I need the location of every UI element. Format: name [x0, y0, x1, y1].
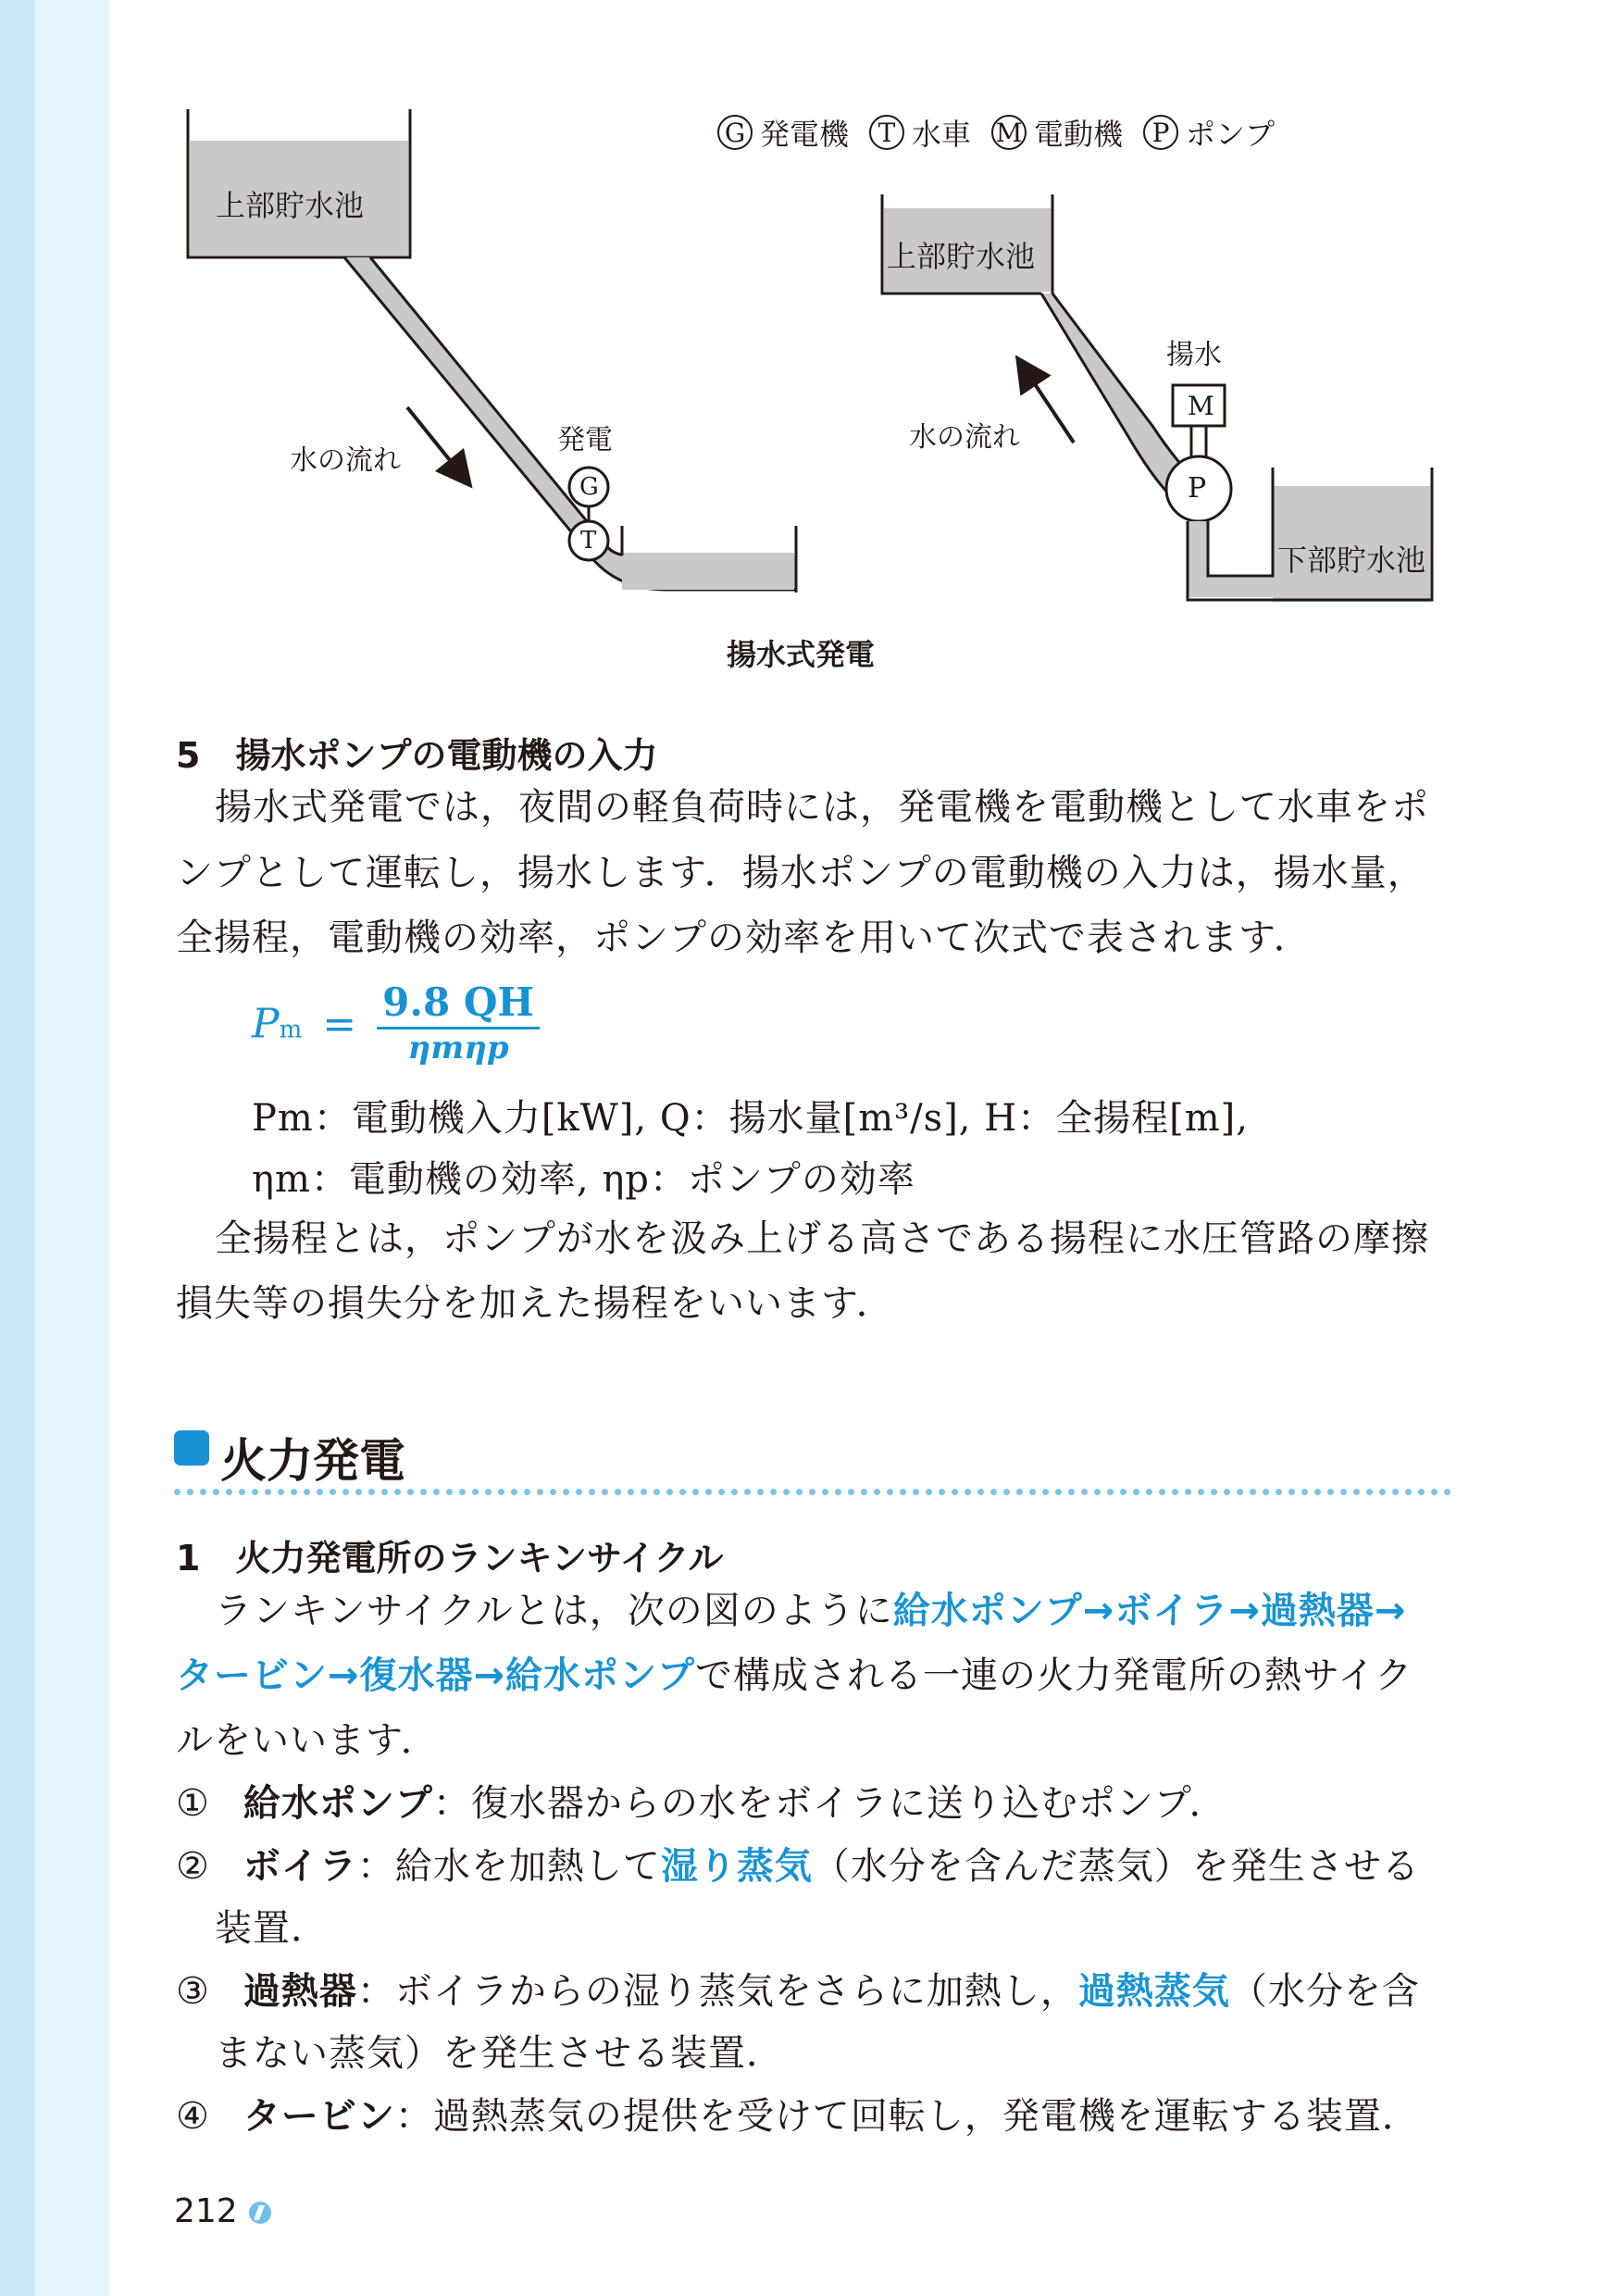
- item-1-number: ①: [176, 1782, 210, 1825]
- item-superheater: [176, 1970, 1420, 2013]
- generation-label: 発電: [557, 424, 613, 456]
- motor-symbol: M: [1188, 391, 1214, 421]
- item-3-text-a: ：ボイラからの湿り蒸気をさらに加熱し，: [356, 1970, 1078, 2013]
- turbine-symbol: T: [580, 527, 597, 555]
- item-4-number: ④: [176, 2095, 210, 2138]
- item-4-text: ：過熱蒸気の提供を受けて回転し，発電機を運転する装置．: [394, 2095, 1420, 2138]
- rankine-cycle-part1: 給水ポンプ→ボイラ→過熱器→: [892, 1590, 1407, 1632]
- item-3-term: 過熱器: [243, 1970, 357, 2013]
- section5-line-1: 揚水式発電では，夜間の軽負荷時には，発電機を電動機として水車をポ: [215, 786, 1429, 829]
- left-flow-arrow: [407, 407, 461, 474]
- formula-legend-1: Pm：電動機入力[kW], Q：揚水量[m³/s], H：全揚程[m],: [252, 1097, 1249, 1140]
- left-lower-reservoir: [622, 526, 796, 593]
- lower-reservoir-label: 下部貯水池: [1277, 543, 1426, 578]
- generator-symbol: G: [579, 473, 599, 501]
- pumping-label: 揚水: [1166, 339, 1222, 371]
- legend-symbol-p: P: [1143, 115, 1178, 150]
- legend-label-motor: 電動機: [1034, 117, 1124, 152]
- formula-numerator: 9.8 QH: [377, 980, 540, 1029]
- formula-legend-2: ηm：電動機の効率, ηp：ポンプの効率: [252, 1158, 915, 1201]
- page-number-text: 212: [174, 2192, 238, 2230]
- item-2-term: ボイラ: [243, 1845, 357, 1888]
- formula-lhs-sub: m: [279, 1016, 303, 1044]
- section5-note-1: 全揚程とは，ポンプが水を汲み上げる高さである揚程に水圧管路の摩擦: [215, 1217, 1429, 1260]
- formula-eq: =: [322, 1000, 357, 1048]
- item-2-number: ②: [176, 1845, 210, 1888]
- item-3-text-b: （水分を含: [1229, 1970, 1420, 2013]
- figure-caption: 揚水式発電: [727, 637, 876, 672]
- right-flow-label: 水の流れ: [909, 421, 1020, 454]
- rankine-heading: 1 火力発電所のランキンサイクル: [176, 1538, 724, 1578]
- item-feed-pump: [176, 1782, 1227, 1825]
- rankine-intro-2b: で構成される一連の火力発電所の熱サイク: [695, 1654, 1413, 1697]
- rankine-intro-2: [176, 1654, 1413, 1697]
- item-1-text: ：復水器からの水をボイラに送り込むポンプ．: [432, 1782, 1227, 1825]
- formula-denominator: ηmηp: [407, 1029, 509, 1067]
- item-2-text-a: ：給水を加熱して: [356, 1845, 661, 1888]
- item-4-term: タービン: [243, 2095, 395, 2138]
- item-2-continuation: 装置．: [215, 1907, 329, 1950]
- rankine-intro-1a: ランキンサイクルとは，次の図のように: [215, 1590, 893, 1632]
- legend-label-turbine: 水車: [912, 117, 972, 152]
- pump-symbol: P: [1188, 472, 1207, 505]
- formula-lhs: P: [252, 1000, 280, 1048]
- thermal-heading: 火力発電: [220, 1434, 405, 1488]
- item-3-continuation: まない蒸気）を発生させる装置．: [215, 2032, 784, 2075]
- left-flow-label: 水の流れ: [290, 444, 401, 477]
- lightning-icon: [249, 2202, 271, 2224]
- legend-label-pump: ポンプ: [1186, 117, 1276, 152]
- formula: [252, 980, 540, 1070]
- legend-label-generator: 発電機: [760, 117, 850, 152]
- section5-line-2: ンプとして運転し，揚水します．揚水ポンプの電動機の入力は，揚水量，: [176, 852, 1425, 894]
- item-1-term: 給水ポンプ: [243, 1782, 433, 1825]
- rankine-intro-3: ルをいいます．: [176, 1719, 439, 1762]
- heading-divider: [174, 1489, 1451, 1495]
- item-3-number: ③: [176, 1970, 210, 2013]
- item-3-highlight: 過熱蒸気: [1077, 1970, 1230, 2013]
- legend-symbol-t: T: [869, 115, 904, 150]
- right-flow-arrow: [1026, 370, 1074, 443]
- right-upper-reservoir-label: 上部貯水池: [887, 239, 1036, 274]
- rankine-intro-1: [215, 1590, 1407, 1632]
- rankine-cycle-part2: タービン→復水器→給水ポンプ: [176, 1654, 696, 1697]
- section5-note-2: 損失等の損失分を加えた揚程をいいます．: [176, 1282, 894, 1325]
- left-upper-reservoir-label: 上部貯水池: [216, 188, 365, 223]
- section5-heading: 5 揚水ポンプの電動機の入力: [176, 735, 658, 776]
- item-turbine: [176, 2095, 1420, 2138]
- item-2-highlight: 湿り蒸気: [660, 1845, 813, 1888]
- heading-marker: [174, 1430, 209, 1466]
- legend-symbol-g: G: [717, 115, 753, 150]
- section5-line-3: 全揚程，電動機の効率，ポンプの効率を用いて次式で表されます．: [176, 917, 1312, 959]
- legend-symbol-m: M: [991, 115, 1027, 150]
- item-boiler: [176, 1845, 1420, 1888]
- page-number: [174, 2192, 271, 2230]
- item-2-text-b: （水分を含んだ蒸気）を発生させる: [812, 1845, 1420, 1888]
